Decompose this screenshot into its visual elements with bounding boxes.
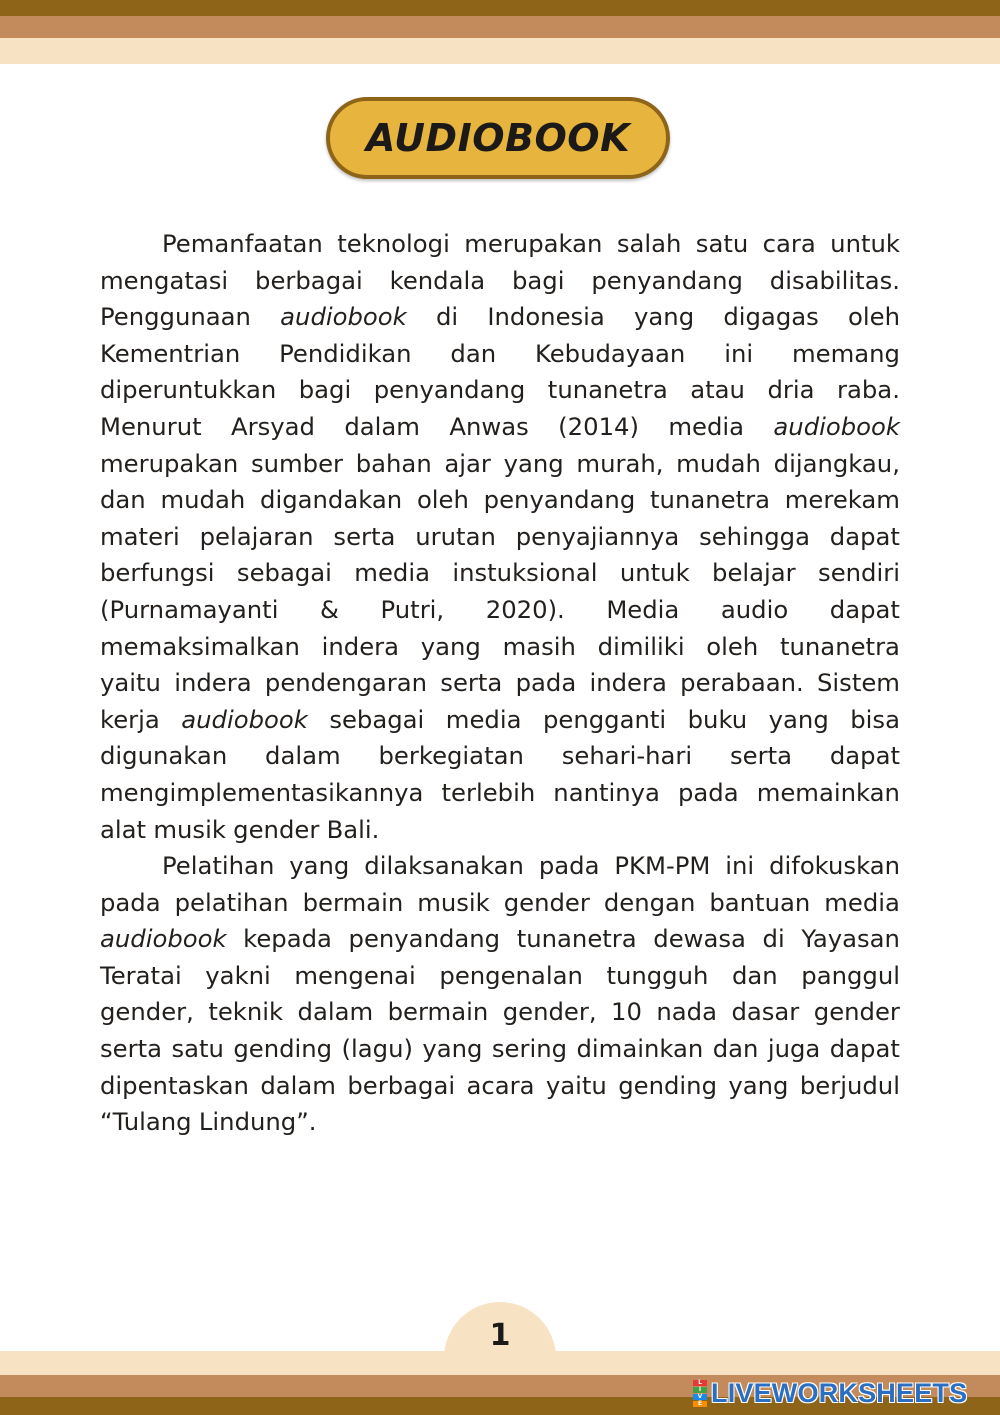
word: dan (712, 1034, 759, 1064)
word: teknik (208, 997, 284, 1027)
word: dimiliki (597, 631, 685, 661)
word: gender, (502, 997, 597, 1027)
word: dasar (731, 997, 800, 1027)
word: gending (233, 1034, 333, 1064)
word: media (445, 704, 522, 734)
word: dapat (829, 521, 900, 551)
word: yaitu (100, 668, 161, 698)
word: dapat (829, 1034, 900, 1064)
word: (lagu) (341, 1034, 413, 1064)
word: yang (420, 631, 481, 661)
text-line (100, 702, 900, 739)
word: dalam (297, 997, 374, 1027)
word: di (762, 924, 785, 954)
word: oleh (848, 302, 900, 332)
word: nantinya (553, 777, 660, 807)
word: dan (731, 960, 778, 990)
word: dilaksanakan (364, 851, 524, 881)
word: pengenalan (439, 960, 583, 990)
word: acara (466, 1070, 535, 1100)
text-line (100, 994, 900, 1031)
watermark-text: LIVEWORKSHEETS (711, 1377, 968, 1408)
word: belajar (712, 558, 796, 588)
word: gending (618, 1070, 717, 1100)
word: penyandang (591, 265, 743, 295)
word: Anwas (449, 411, 529, 441)
word: (2014) (558, 411, 639, 441)
word: pada (100, 887, 161, 917)
word: Kebudayaan (534, 338, 686, 368)
word: merekam (784, 485, 900, 515)
word: penyajiannya (515, 521, 680, 551)
word: oleh (416, 485, 469, 515)
word: serta (100, 1034, 163, 1064)
word: pada (678, 777, 739, 807)
logo-letter-block: E (693, 1401, 707, 1407)
word: gender, (100, 997, 194, 1027)
word: serta (333, 521, 396, 551)
word: digagas (723, 302, 819, 332)
word: indera (589, 668, 667, 698)
word: yang (634, 302, 695, 332)
word: tunanetra (516, 924, 637, 954)
word: satu (171, 1034, 224, 1064)
word: dria (767, 375, 815, 405)
word: pelajaran (199, 521, 314, 551)
word: perabaan. (680, 668, 804, 698)
word: 2020). (485, 594, 565, 624)
word: dijangkau, (773, 448, 900, 478)
word: penyandang (348, 924, 501, 954)
word: pada (538, 851, 600, 881)
word: pendengaran (264, 668, 428, 698)
text-line (100, 226, 900, 263)
text-line (100, 738, 900, 775)
word: digandakan (260, 485, 403, 515)
word: difokuskan (769, 851, 900, 881)
word: masih (502, 631, 576, 661)
text-line (100, 555, 900, 592)
word: penyandang (373, 375, 526, 405)
word: & (320, 594, 339, 624)
word: pengganti (542, 704, 667, 734)
word: media (354, 558, 430, 588)
word: indera (174, 668, 252, 698)
word: media (668, 411, 745, 441)
text-line (100, 446, 900, 483)
word: mudah (676, 448, 761, 478)
word: Sistem (816, 668, 900, 698)
word: ini (725, 851, 755, 881)
page-number-tab (444, 1302, 556, 1360)
word: Media (606, 594, 680, 624)
word: instuksional (452, 558, 598, 588)
italic-word: audiobook (181, 704, 308, 734)
text-line (100, 665, 900, 702)
logo-letter-block: I (693, 1387, 707, 1393)
text-line (100, 263, 900, 300)
word: diperuntukkan (100, 375, 277, 405)
text-line (100, 958, 900, 995)
word: dewasa (653, 924, 746, 954)
word: salah (616, 229, 682, 258)
word: materi (100, 521, 180, 551)
word: sumber (250, 448, 344, 478)
word: gender (503, 887, 590, 917)
word: untuk (619, 558, 690, 588)
word: (Purnamayanti (100, 594, 279, 624)
word: berjudul (799, 1070, 900, 1100)
word: buku (687, 704, 748, 734)
word: Penggunaan (100, 302, 251, 332)
word: murah, (576, 448, 664, 478)
word: oleh (706, 631, 759, 661)
word: Indonesia (487, 302, 605, 332)
header-stripe-light (0, 38, 1000, 64)
word: sehingga (699, 521, 810, 551)
liveworksheets-watermark (693, 1378, 967, 1408)
word: bantuan (709, 887, 811, 917)
word: cara (762, 229, 816, 258)
word: terlebih (441, 777, 536, 807)
word: bermain (302, 887, 404, 917)
word: ajar (444, 448, 491, 478)
page-number: 1 (489, 1317, 511, 1353)
word: yang (768, 704, 829, 734)
word: alat (100, 814, 147, 844)
word: ini (724, 338, 754, 368)
text-line (100, 409, 900, 446)
word: panggul (801, 960, 900, 990)
text-line (100, 299, 900, 336)
word: kepada (243, 924, 332, 954)
italic-word: audiobook (280, 302, 407, 332)
word: PKM-PM (614, 851, 711, 881)
text-line (100, 482, 900, 519)
word: di (435, 302, 459, 332)
word: berbagai (347, 1070, 456, 1100)
word: digunakan (100, 741, 228, 771)
word: dalam (265, 741, 341, 771)
italic-word: audiobook (773, 411, 900, 441)
title-badge (326, 97, 670, 179)
word: dan (450, 338, 497, 368)
text-line (100, 592, 900, 629)
word: dapat (829, 741, 900, 771)
word: berkegiatan (378, 741, 524, 771)
word: memaksimalkan (100, 631, 300, 661)
body-text (100, 226, 900, 1141)
word: pelatihan (174, 887, 289, 917)
word: bagi (511, 265, 565, 295)
word: audio (720, 594, 789, 624)
text-line (100, 519, 900, 556)
word: berbagai (255, 265, 363, 295)
text-line (100, 372, 900, 409)
word: raba. (837, 375, 900, 405)
logo-letter-block: V (693, 1394, 707, 1400)
word: memang (791, 338, 900, 368)
word: yakni (205, 960, 271, 990)
word: juga (767, 1034, 821, 1064)
logo-letter-block: L (693, 1380, 707, 1386)
text-line (100, 1031, 900, 1068)
word: Putri, (380, 594, 445, 624)
word: tunanetra (650, 485, 770, 515)
word: nada (656, 997, 717, 1027)
word: bagi (298, 375, 352, 405)
word: Pendidikan (279, 338, 412, 368)
page-title: AUDIOBOOK (365, 116, 631, 160)
word: media (824, 887, 900, 917)
word: “Tulang (100, 1107, 192, 1137)
word: disabilitas. (769, 265, 900, 295)
word: dimainkan (576, 1034, 704, 1064)
word: kerja (100, 704, 160, 734)
text-line (100, 336, 900, 373)
word: mudah (160, 485, 246, 515)
text-line (100, 848, 900, 885)
word: dipentaskan (100, 1070, 249, 1100)
word: Pemanfaatan (162, 229, 323, 258)
word: sebagai (236, 558, 332, 588)
word: serta (729, 741, 792, 771)
word: musik (153, 814, 226, 844)
word: mengatasi (100, 265, 229, 295)
word: merupakan (100, 448, 239, 478)
word: Bali. (326, 814, 380, 844)
word: teknologi (337, 229, 450, 258)
word: pada (515, 668, 577, 698)
text-line (100, 629, 900, 666)
text-line (100, 1068, 900, 1105)
word: yang (422, 1034, 483, 1064)
word: dalam (260, 1070, 336, 1100)
text-line (100, 1104, 900, 1141)
text-line (100, 921, 900, 958)
word: bermain (387, 997, 489, 1027)
word: dapat (829, 594, 900, 624)
text-line (100, 812, 900, 849)
word: 10 (611, 997, 642, 1027)
word: kendala (389, 265, 486, 295)
word: Teratai (100, 960, 182, 990)
word: mengimplementasikannya (100, 777, 424, 807)
italic-word: audiobook (100, 924, 227, 954)
word: dengan (603, 887, 696, 917)
word: sehari-hari (561, 741, 693, 771)
word: tunanetra (547, 375, 668, 405)
word: tunanetra (779, 631, 900, 661)
word: bisa (850, 704, 900, 734)
word: yang (289, 851, 350, 881)
word: sering (491, 1034, 568, 1064)
word: Lindung”. (198, 1107, 317, 1137)
word: mengenai (294, 960, 416, 990)
header-stripe-dark (0, 0, 1000, 16)
word: yang (503, 448, 564, 478)
word: serta (440, 668, 503, 698)
word: dan (100, 485, 146, 515)
word: Yayasan (801, 924, 900, 954)
word: tungguh (606, 960, 709, 990)
word: berfungsi (100, 558, 215, 588)
word: sebagai (329, 704, 425, 734)
word: penyandang (483, 485, 636, 515)
word: Kementrian (100, 338, 241, 368)
word: yang (728, 1070, 789, 1100)
liveworksheets-logo-icon (693, 1379, 707, 1407)
word: satu (695, 229, 749, 258)
word: Menurut (100, 411, 202, 441)
word: indera (321, 631, 400, 661)
word: yaitu (545, 1070, 607, 1100)
word: Pelatihan (162, 851, 275, 881)
word: gender (813, 997, 900, 1027)
word: atau (690, 375, 745, 405)
word: gender (233, 814, 320, 844)
word: musik (417, 887, 490, 917)
word: urutan (415, 521, 496, 551)
word: merupakan (464, 229, 603, 258)
word: memainkan (756, 777, 900, 807)
word: untuk (830, 229, 900, 258)
text-line (100, 775, 900, 812)
word: Arsyad (231, 411, 315, 441)
text-line (100, 885, 900, 922)
word: bahan (355, 448, 432, 478)
word: dalam (344, 411, 420, 441)
header-stripe-mid (0, 16, 1000, 38)
word: sendiri (818, 558, 900, 588)
